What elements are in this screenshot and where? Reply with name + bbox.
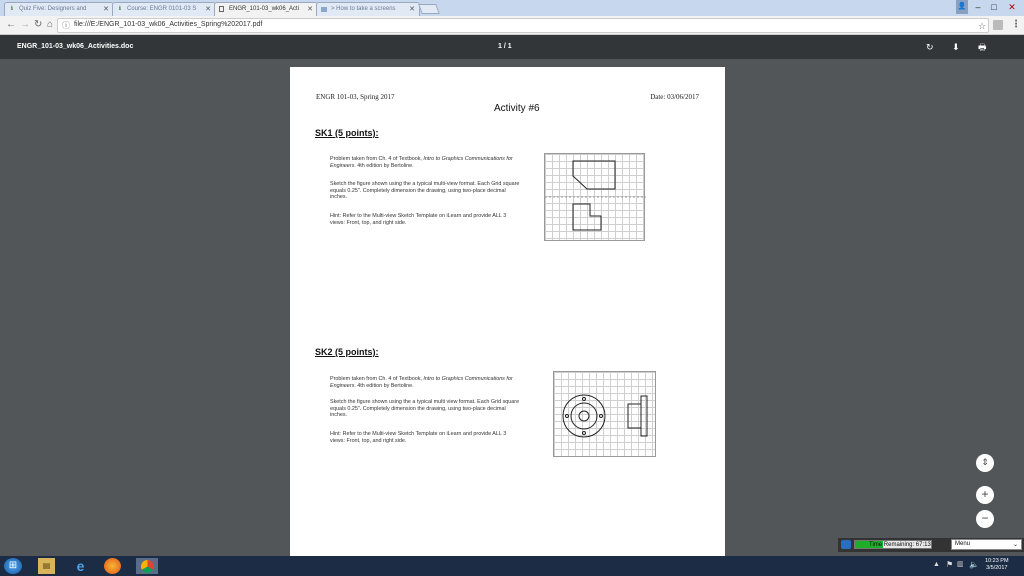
- info-icon: ℹ: [10, 6, 14, 12]
- windows-taskbar: [0, 556, 1024, 576]
- close-icon[interactable]: ✕: [307, 6, 313, 13]
- rotate-icon[interactable]: ↻: [926, 42, 934, 52]
- chevron-down-icon: ⌄: [1012, 542, 1018, 548]
- timer-app-icon: [841, 540, 851, 549]
- action-center-flag-icon[interactable]: ⚑: [946, 560, 954, 569]
- time-remaining-label: Time Remaining: 67:13: [869, 542, 931, 548]
- tab-label: > How to take a screens: [331, 6, 396, 12]
- address-bar[interactable]: [57, 18, 989, 33]
- firefox-icon[interactable]: [104, 558, 121, 574]
- menu-label: Menu: [955, 541, 971, 547]
- minimize-button[interactable]: –: [975, 2, 981, 12]
- tab-screenshot-howto[interactable]: [316, 2, 420, 16]
- info-icon[interactable]: ⓘ: [62, 21, 70, 30]
- pdf-toolbar: [0, 35, 1024, 59]
- sk2-heading: SK2 (5 points):: [315, 347, 379, 357]
- quiz-timer: [838, 538, 1024, 552]
- user-icon[interactable]: 👤: [956, 0, 968, 14]
- sk2-hint: Hint: Refer to the Multi-view Sketch Template on iLearn and provide ALL 3 views: Front, top, and right side.: [330, 431, 507, 444]
- sk1-figure: [544, 153, 645, 241]
- fit-page-button[interactable]: ⇕: [976, 454, 994, 472]
- activity-title: Activity #6: [494, 103, 540, 114]
- browser-tab-strip: [0, 0, 1024, 16]
- sk1-heading: SK1 (5 points):: [315, 128, 379, 138]
- system-clock[interactable]: [985, 558, 1009, 572]
- browser-toolbar: [0, 16, 1024, 35]
- tab-quiz[interactable]: [4, 2, 114, 16]
- course-header: ENGR 101-03, Spring 2017: [316, 93, 395, 101]
- home-icon[interactable]: ⌂: [47, 19, 54, 30]
- pdf-page: [290, 67, 725, 556]
- sk2-multiview-sketch: [554, 372, 657, 458]
- date-header: Date: 03/06/2017: [650, 93, 699, 101]
- close-icon[interactable]: ✕: [409, 6, 415, 13]
- sk2-figure: [553, 371, 656, 457]
- tab-label: Quiz Five: Designers and: [19, 6, 87, 12]
- close-icon[interactable]: ✕: [205, 6, 211, 13]
- download-icon[interactable]: ⬇: [952, 42, 960, 52]
- maximize-button[interactable]: □: [991, 2, 997, 12]
- chrome-icon[interactable]: [136, 558, 158, 574]
- chrome-menu-icon[interactable]: ⋮: [1011, 19, 1021, 30]
- page-indicator: 1 / 1: [498, 43, 512, 50]
- tab-label: Course: ENGR 0101-03 S: [127, 6, 197, 12]
- sk1-instructions: Sketch the figure shown using the a typical multi-view format. Each Grid square equals 0.25". Completely dimension the drawing, using two-place decimal inches.: [330, 181, 520, 201]
- bookmark-star-icon[interactable]: ☆: [978, 21, 987, 31]
- internet-explorer-icon[interactable]: e: [76, 558, 85, 574]
- sk1-multiview-sketch: [545, 154, 646, 242]
- back-icon[interactable]: ←: [6, 19, 16, 30]
- close-window-button[interactable]: ✕: [1008, 2, 1016, 12]
- timer-menu-dropdown[interactable]: [951, 539, 1022, 550]
- network-icon[interactable]: ▥: [957, 561, 964, 568]
- pdf-viewer[interactable]: [0, 59, 1024, 556]
- clock-date: 3/5/2017: [986, 565, 1008, 571]
- extension-icon[interactable]: [993, 20, 1003, 30]
- zoom-out-button[interactable]: −: [976, 510, 994, 528]
- sk1-source: Problem taken from Ch. 4 of Textbook, Intro to Graphics Communications for Engineers. 4th edition by Bertoline.: [330, 156, 513, 169]
- start-button[interactable]: ⊞: [4, 558, 22, 574]
- zoom-in-button[interactable]: +: [976, 486, 994, 504]
- forward-icon[interactable]: →: [20, 19, 30, 30]
- sk2-instructions: Sketch the figure shown using the a typical multi view format. Each Grid square equals 0.25". Completely dimension the drawing, using two-place decimal inches.: [330, 399, 520, 419]
- file-explorer-icon[interactable]: ▤: [38, 558, 55, 574]
- tab-activities-pdf[interactable]: [214, 2, 318, 16]
- tab-course[interactable]: [112, 2, 216, 16]
- time-remaining-bar: [854, 540, 932, 549]
- document-icon: [219, 6, 224, 12]
- address-url: file:///E:/ENGR_101-03_wk06_Activities_Spring%202017.pdf: [74, 21, 263, 28]
- new-tab-button[interactable]: [418, 4, 440, 14]
- reload-icon[interactable]: ↻: [34, 19, 43, 30]
- info-icon: ℹ: [118, 6, 122, 12]
- sk1-hint: Hint: Refer to the Multi-view Sketch Template on iLearn and provide ALL 3 views: Front, top, and right side.: [330, 213, 507, 226]
- print-icon[interactable]: 🖶: [978, 42, 987, 52]
- tab-label: ENGR_101-03_wk06_Acti: [229, 6, 300, 12]
- chrome-logo: [141, 560, 154, 573]
- close-icon[interactable]: ✕: [103, 6, 109, 13]
- sk2-source: Problem taken from Ch. 4 of Textbook, Intro to Graphics Communications for Engineers. 4th edition by Bertoline.: [330, 376, 513, 389]
- image-icon: [321, 7, 327, 12]
- tray-expand-icon[interactable]: ▲: [933, 561, 940, 568]
- pdf-title: ENGR_101-03_wk06_Activities.doc: [17, 43, 134, 50]
- clock-time: 10:23 PM: [985, 558, 1009, 564]
- volume-icon[interactable]: 🔈: [969, 560, 979, 569]
